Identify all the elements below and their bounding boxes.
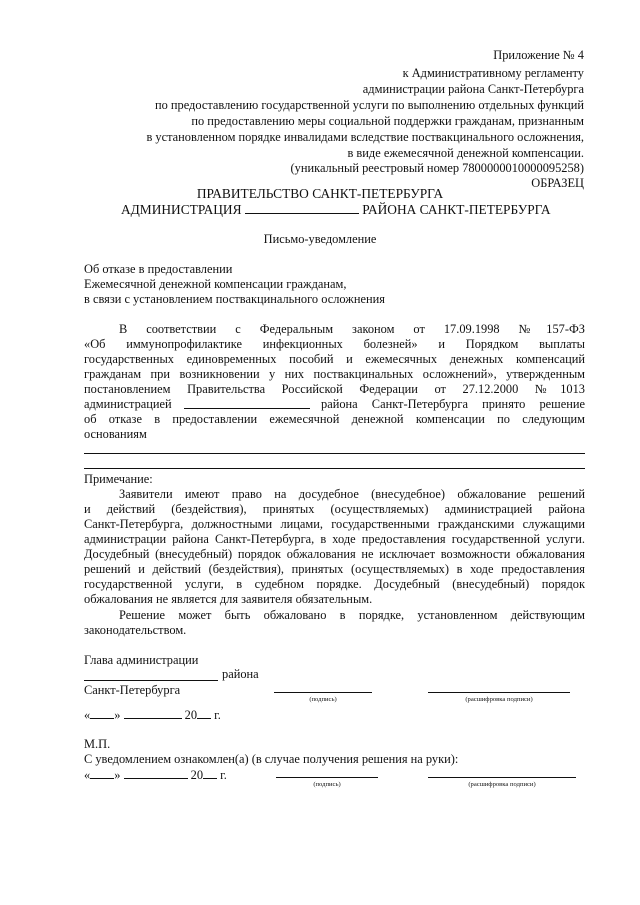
- decode-caption: (расшифровка подписи): [465, 696, 533, 703]
- district-name-blank: [245, 202, 359, 214]
- body-line: постановлением Правительства Российской Федерации от 27.12.2000 №1013: [84, 382, 585, 396]
- subject-line: Ежемесячной денежной компенсации гражданам,: [84, 277, 347, 291]
- quote-close: »: [114, 708, 121, 722]
- district-blank: [84, 680, 218, 681]
- admin-suffix: РАЙОНА САНКТ-ПЕТЕРБУРГА: [362, 202, 551, 217]
- acknowledgment-line: С уведомлением ознакомлен(а) (в случае получения решения на руки):: [84, 752, 459, 766]
- quote-open: «: [84, 768, 91, 782]
- appendix-number: Приложение № 4: [493, 48, 584, 62]
- body-line: гражданам при возникновении у них поствакцинальных осложнений», утвержденным: [84, 367, 585, 381]
- note-line: государственной услуги, в судебном порядке. Досудебный (внесудебный) порядок: [84, 577, 585, 591]
- administration-title: [121, 202, 551, 217]
- year-blank: [197, 707, 211, 719]
- subject-line: Об отказе в предоставлении: [84, 262, 233, 276]
- signature-caption: (подпись): [309, 696, 337, 703]
- appeal-line: Решение может быть обжаловано в порядке, установленном действующим: [119, 608, 585, 622]
- admin-prefix: АДМИНИСТРАЦИЯ: [121, 202, 242, 217]
- government-title: ПРАВИТЕЛЬСТВО САНКТ-ПЕТЕРБУРГА: [196, 186, 444, 201]
- subject-line: в связи с установлением поствакцинального осложнения: [84, 292, 385, 306]
- header-line: по предоставлению государственной услуги по выполнению отдельных функций: [154, 98, 584, 112]
- day-blank: [90, 707, 114, 719]
- body-line: В соответствии с Федеральным законом от 17.09.1998 №157-ФЗ: [119, 322, 585, 336]
- reason-line: [84, 453, 585, 454]
- district-word: района: [222, 667, 259, 681]
- year-suffix: г.: [214, 708, 221, 722]
- note-last-line: обжалования не является для заявителя обязательным.: [84, 592, 373, 606]
- month-blank: [124, 767, 188, 779]
- reason-line: [84, 468, 585, 469]
- sample-mark: ОБРАЗЕЦ: [531, 176, 584, 190]
- acknowledgment-date-line: [84, 767, 227, 783]
- body-admin-word: администрацией: [84, 397, 172, 411]
- decode-line: [428, 692, 570, 693]
- header-line: в установленном порядке инвалидами вследствие поствакцинального осложнения,: [146, 130, 584, 144]
- ack-signature-line: [276, 777, 378, 778]
- ack-decode-line: [428, 777, 576, 778]
- head-label: Глава администрации: [84, 653, 199, 667]
- year-blank: [203, 767, 217, 779]
- body-refusal-line: об отказе в предоставлении ежемесячной денежной компенсации по следующим: [84, 412, 585, 426]
- header-line: администрации района Санкт-Петербурга: [362, 82, 584, 96]
- year-prefix: 20: [190, 768, 204, 782]
- year-prefix: 20: [184, 708, 198, 722]
- note-line: решений и действий (бездействия), принятых (осуществляемых) в ходе предоставления: [84, 562, 585, 576]
- note-line: Заявители имеют право на досудебное (внесудебное) обжалование решений: [119, 487, 585, 501]
- note-label: Примечание:: [84, 472, 153, 486]
- year-suffix: г.: [220, 768, 227, 782]
- signature-line: [274, 692, 372, 693]
- ack-signature-caption: (подпись): [313, 781, 341, 788]
- body-line: государственных единовременных пособий и ежемесячных денежных компенсаций: [84, 352, 585, 366]
- appeal-last-line: законодательством.: [84, 623, 187, 637]
- registry-number: (уникальный реестровый номер 7800000010000095258): [290, 161, 584, 175]
- ack-decode-caption: (расшифровка подписи): [468, 781, 536, 788]
- quote-close: »: [114, 768, 121, 782]
- note-line: Досудебный (внесудебный) порядок обжалования не исключает возможности обжалования: [84, 547, 585, 561]
- header-line: по предоставлению меры социальной поддержки гражданам, признанным: [191, 114, 584, 128]
- body-grounds: основаниям: [84, 427, 147, 441]
- header-line: в виде ежемесячной денежной компенсации.: [347, 146, 584, 160]
- body-decision: района Санкт-Петербурга принято решение: [321, 397, 585, 411]
- city-name: Санкт-Петербурга: [84, 683, 181, 697]
- letter-title: Письмо-уведомление: [263, 232, 377, 246]
- note-line: Санкт-Петербурга, должностными лицами, государственными гражданскими служащими: [84, 517, 585, 531]
- body-line: «Об иммунопрофилактике инфекционных болезней» и Порядком выплаты: [84, 337, 585, 351]
- header-line: к Административному регламенту: [402, 66, 584, 80]
- note-line: и действий (бездействия), принятых (осуществляемых) администрацией района: [84, 502, 585, 516]
- stamp-mark: М.П.: [84, 737, 111, 751]
- month-blank: [124, 707, 182, 719]
- quote-open: «: [84, 708, 91, 722]
- administration-blank: [184, 408, 310, 409]
- date-line: [84, 707, 221, 723]
- note-line: администрации района Санкт-Петербурга, в ходе предоставления государственной услуги.: [84, 532, 585, 546]
- day-blank: [90, 767, 114, 779]
